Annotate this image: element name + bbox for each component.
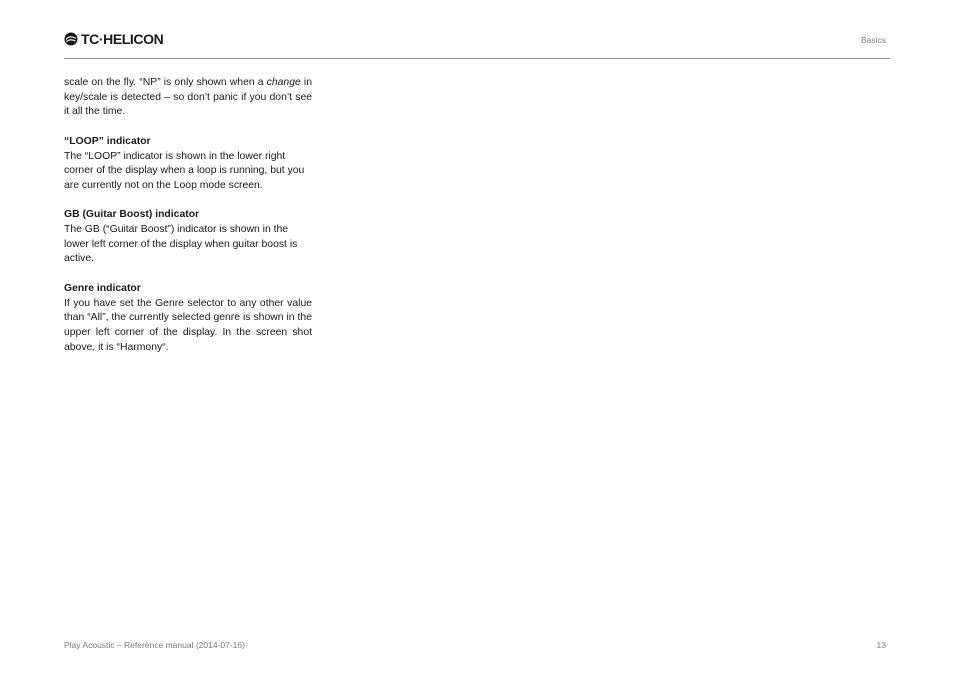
section-heading: “LOOP” indicator bbox=[64, 135, 151, 147]
section-loop-indicator bbox=[64, 135, 312, 194]
intro-text-start: scale on the fly. “NP” is only shown when a bbox=[64, 77, 267, 88]
section-gb-indicator bbox=[64, 208, 312, 267]
header-divider bbox=[64, 58, 890, 59]
intro-text-end: in key/scale is detected – so don’t panic if you don’t see it all the time. bbox=[64, 77, 312, 118]
section-label: Basics bbox=[860, 35, 886, 45]
section-body: The “LOOP” indicator is shown in the lower right corner of the display when a loop is running, but you are currently not on the Loop mode screen. bbox=[64, 150, 305, 191]
section-heading: Genre indicator bbox=[64, 282, 141, 294]
section-heading: GB (Guitar Boost) indicator bbox=[64, 209, 200, 221]
footer-page-number: 13 bbox=[876, 640, 886, 650]
section-body: The GB (“Guitar Boost”) indicator is shown in the lower left corner of the display when guitar boost is active. bbox=[64, 224, 298, 265]
tc-helicon-logo bbox=[64, 32, 163, 46]
footer-document-title: Play Acoustic – Reference manual (2014-07-16) bbox=[64, 640, 245, 650]
section-body: If you have set the Genre selector to any other value than “All”, the currently selected genre is shown in the upper left corner of the display. In the screen shot above, it is “Harmony“. bbox=[64, 297, 312, 353]
section-genre-indicator bbox=[64, 282, 312, 356]
page-header bbox=[64, 30, 890, 58]
intro-emphasis: change bbox=[266, 77, 301, 88]
text-column bbox=[64, 76, 312, 355]
intro-paragraph bbox=[64, 76, 312, 120]
logo-wordmark: TC·HELICON bbox=[81, 31, 164, 47]
tc-helicon-globe-icon bbox=[64, 32, 78, 46]
